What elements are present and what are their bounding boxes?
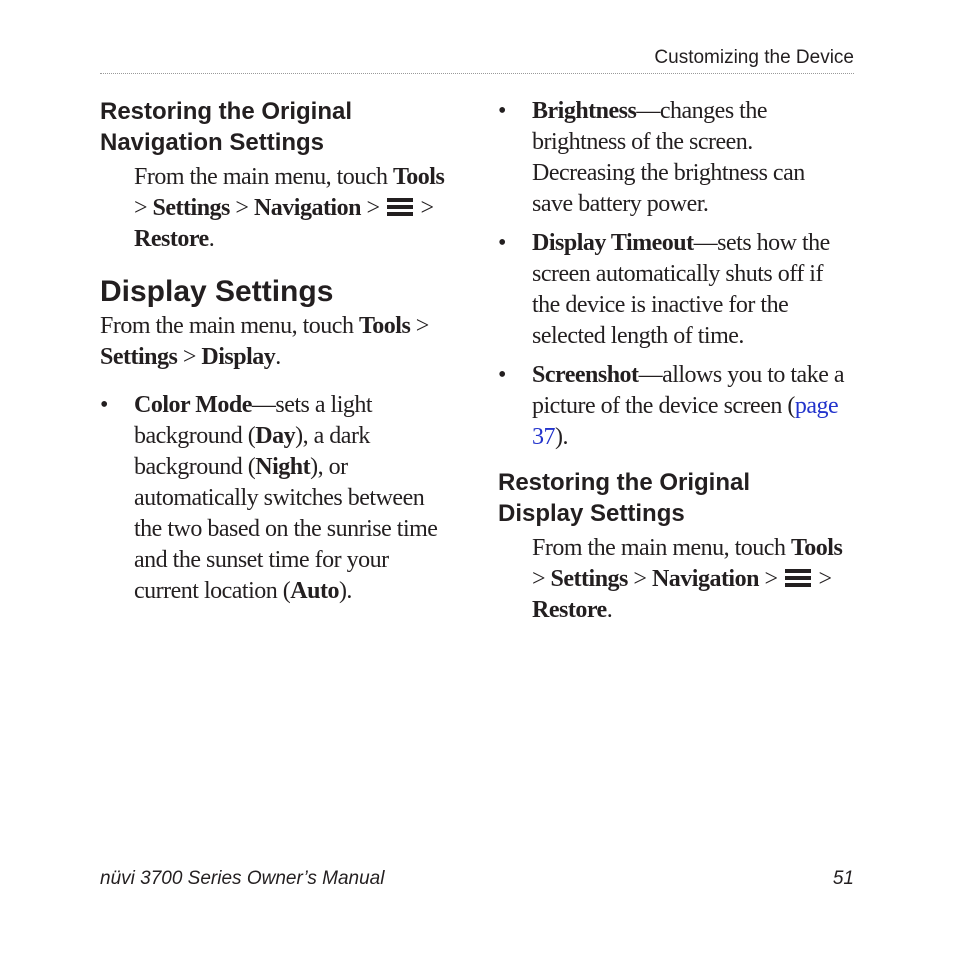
- bullet-text: ).: [555, 424, 568, 450]
- menu-path-restore: Restore: [134, 226, 209, 252]
- left-column: [100, 96, 460, 607]
- heading-display-settings: Display Settings: [100, 275, 334, 308]
- bullet-dot: •: [498, 230, 506, 256]
- path-separator: >: [415, 195, 434, 221]
- path-separator: >: [229, 195, 254, 221]
- path-separator: >: [627, 566, 652, 592]
- menu-path-tools: Tools: [392, 164, 445, 190]
- bullet-text: —allows you to take a picture of the device screen (: [532, 362, 845, 419]
- restore-display-instructions: [498, 533, 858, 626]
- term-display-timeout: Display Timeout: [532, 230, 694, 256]
- path-separator: >: [410, 313, 429, 339]
- running-head: Customizing the Device: [654, 47, 854, 68]
- bullet-dot: •: [498, 362, 506, 388]
- bullet-screenshot: [498, 360, 848, 453]
- display-settings-instructions: [100, 311, 460, 373]
- term-color-mode: Color Mode: [134, 392, 252, 418]
- bullet-text: ).: [338, 578, 352, 604]
- menu-path-settings: Settings: [550, 566, 628, 592]
- menu-path-navigation: Navigation: [253, 195, 361, 221]
- menu-path-tools: Tools: [358, 313, 411, 339]
- instruction-text: From the main menu, touch: [532, 535, 791, 561]
- right-column: [498, 96, 858, 626]
- path-separator: >: [813, 566, 832, 592]
- heading-restore-display: [498, 467, 858, 529]
- path-separator: >: [360, 195, 385, 221]
- bullet-color-mode: [100, 390, 454, 607]
- menu-icon: [785, 568, 811, 588]
- menu-path-restore: Restore: [532, 597, 607, 623]
- heading-line: Restoring the Original: [100, 98, 353, 125]
- term-screenshot: Screenshot: [532, 362, 639, 388]
- option-auto: Auto: [290, 578, 339, 604]
- heading-line: Display Settings: [498, 500, 685, 527]
- menu-icon: [387, 197, 413, 217]
- bullet-text: —changes the brightness of the screen. Decreasing the brightness can save battery power.: [532, 98, 805, 217]
- option-night: Night: [255, 454, 311, 480]
- path-separator: >: [134, 195, 153, 221]
- heading-line: Navigation Settings: [100, 129, 325, 156]
- bullet-dot: •: [498, 98, 506, 124]
- bullet-text: ), a dark background (: [134, 423, 370, 480]
- restore-navigation-instructions: [100, 162, 460, 255]
- bullet-display-timeout: [498, 228, 850, 352]
- path-separator: >: [177, 344, 202, 370]
- menu-path-display: Display: [201, 344, 276, 370]
- term-brightness: Brightness: [532, 98, 637, 124]
- bullet-text: —sets a light background (: [134, 392, 373, 449]
- path-separator: >: [532, 566, 551, 592]
- menu-path-navigation: Navigation: [651, 566, 759, 592]
- menu-path-tools: Tools: [790, 535, 843, 561]
- heading-restore-navigation: [100, 96, 460, 158]
- bullet-text: —sets how the screen automatically shuts off if the device is inactive for the selected length of time.: [532, 230, 830, 349]
- footer-manual-title: nüvi 3700 Series Owner’s Manual: [100, 868, 385, 889]
- page-37-link[interactable]: page 37: [532, 393, 839, 450]
- page-number: 51: [832, 868, 854, 889]
- sentence-end: .: [208, 226, 215, 252]
- bullet-text: ), or automatically switches between the two based on the sunrise time and the sunset time for your current location (: [134, 454, 438, 604]
- path-separator: >: [758, 566, 783, 592]
- menu-path-settings: Settings: [100, 344, 178, 370]
- instruction-text: From the main menu, touch: [134, 164, 393, 190]
- option-day: Day: [255, 423, 296, 449]
- bullet-dot: •: [100, 392, 108, 418]
- bullet-brightness: [498, 96, 832, 220]
- sentence-end: .: [275, 344, 281, 370]
- menu-path-settings: Settings: [152, 195, 230, 221]
- instruction-text: From the main menu, touch: [100, 313, 359, 339]
- sentence-end: .: [606, 597, 613, 623]
- heading-line: Restoring the Original: [498, 469, 751, 496]
- header-rule: [100, 73, 854, 74]
